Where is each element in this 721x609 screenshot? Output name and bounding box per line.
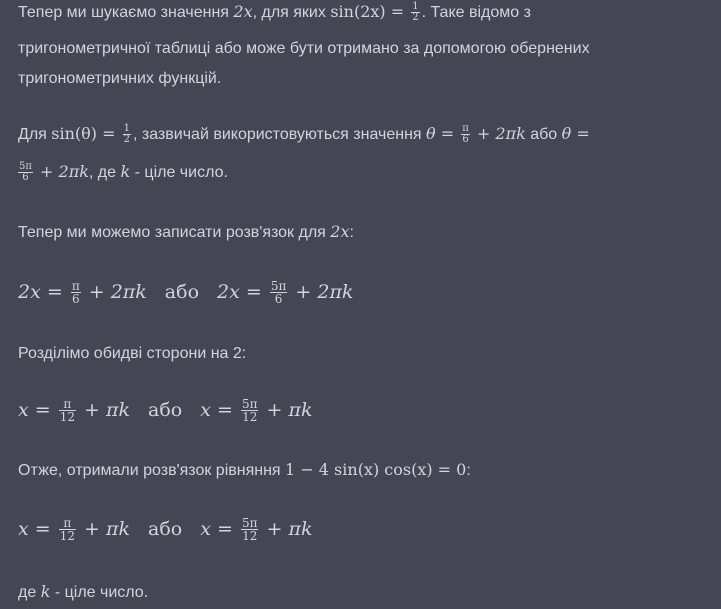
text: . Таке відомо з bbox=[421, 4, 531, 21]
fraction-numerator: 5π bbox=[241, 516, 258, 531]
text: - ціле число. bbox=[50, 584, 149, 601]
math-inline: 1 − 4 sin(x) cos(x) = 0 bbox=[285, 460, 467, 479]
math-inline: θ = bbox=[426, 124, 460, 143]
text: Тепер ми можемо записати розв'язок для bbox=[18, 224, 331, 241]
fraction bbox=[411, 2, 419, 23]
text: де bbox=[18, 584, 41, 601]
paragraph-line: тригонометричних функцій. bbox=[18, 70, 222, 87]
fraction-denominator: 6 bbox=[22, 172, 29, 184]
math-expression: + πk bbox=[260, 518, 313, 540]
display-equation bbox=[18, 517, 312, 542]
fraction bbox=[241, 398, 259, 423]
text: - ціле число. bbox=[130, 164, 228, 181]
math-expression: x = bbox=[200, 518, 239, 540]
fraction-denominator: 6 bbox=[462, 134, 469, 146]
paragraph-line bbox=[18, 0, 531, 25]
math-expression: x = bbox=[18, 399, 57, 421]
fraction-denominator: 12 bbox=[242, 529, 258, 544]
text: , зазвичай використовуються значення bbox=[132, 126, 427, 143]
fraction bbox=[123, 124, 131, 145]
math-inline: k bbox=[120, 162, 131, 181]
math-expression: + πk bbox=[260, 399, 313, 421]
paragraph-line bbox=[18, 458, 471, 483]
fraction bbox=[241, 517, 259, 542]
fraction bbox=[59, 398, 76, 423]
paragraph-line bbox=[18, 122, 590, 147]
math-expression: + πk bbox=[78, 518, 130, 540]
fraction bbox=[59, 517, 76, 542]
fraction-numerator: π bbox=[59, 398, 76, 411]
paragraph-line: Розділімо обидві сторони на 2: bbox=[18, 345, 247, 362]
fraction-denominator: 12 bbox=[242, 410, 258, 425]
math-inline: 2x bbox=[233, 2, 253, 21]
fraction-denominator: 2 bbox=[123, 134, 130, 146]
paragraph-line bbox=[18, 220, 354, 245]
display-equation bbox=[18, 280, 353, 305]
math-inline: sin(θ) = bbox=[51, 124, 121, 143]
math-expression: x = bbox=[200, 399, 239, 421]
math-expression: 2x = bbox=[18, 281, 69, 303]
fraction-denominator: 6 bbox=[71, 292, 80, 307]
math-expression: + 2πk bbox=[82, 281, 147, 303]
text: , для яких bbox=[252, 4, 331, 21]
fraction-numerator: 1 bbox=[123, 123, 130, 135]
fraction-denominator: 6 bbox=[274, 292, 283, 307]
math-inline: sin(2x) = bbox=[330, 2, 410, 21]
text: Отже, отримали розв'язок рівняння bbox=[18, 462, 286, 479]
display-equation bbox=[18, 398, 312, 423]
fraction bbox=[461, 124, 470, 145]
math-inline: 2x bbox=[330, 222, 350, 241]
fraction-numerator: π bbox=[71, 279, 80, 294]
fraction bbox=[270, 280, 288, 305]
math-expression: 2x = bbox=[217, 281, 268, 303]
fraction-numerator: 5π bbox=[270, 279, 287, 294]
text: Для bbox=[18, 126, 52, 143]
fraction-numerator: 5π bbox=[19, 161, 32, 173]
fraction-denominator: 12 bbox=[59, 410, 75, 425]
math-expression: x = bbox=[18, 518, 57, 540]
fraction bbox=[71, 280, 81, 305]
text: Тепер ми шукаємо значення bbox=[18, 4, 234, 21]
text: або bbox=[525, 126, 562, 143]
fraction-numerator: 5π bbox=[241, 397, 258, 412]
math-inline: + 2πk bbox=[471, 124, 526, 143]
math-inline: + 2πk bbox=[34, 162, 89, 181]
fraction-numerator: π bbox=[59, 517, 76, 530]
paragraph-line bbox=[18, 580, 148, 605]
text: : bbox=[349, 224, 354, 241]
fraction-denominator: 2 bbox=[412, 12, 419, 24]
math-inline: k bbox=[40, 582, 51, 601]
text: , де bbox=[88, 164, 121, 181]
math-expression: + πk bbox=[78, 399, 130, 421]
paragraph-line bbox=[18, 160, 228, 185]
math-inline: θ = bbox=[561, 124, 590, 143]
fraction-numerator: π bbox=[462, 123, 469, 135]
text: : bbox=[466, 462, 471, 479]
fraction-denominator: 12 bbox=[59, 529, 75, 544]
math-word: або bbox=[148, 399, 183, 421]
math-word: або bbox=[148, 518, 183, 540]
fraction-numerator: 1 bbox=[412, 1, 419, 13]
math-word: або bbox=[164, 281, 200, 303]
paragraph-line: тригонометричної таблиці або може бути отримано за допомогою обернених bbox=[18, 40, 590, 57]
math-expression: + 2πk bbox=[289, 281, 354, 303]
fraction bbox=[18, 162, 33, 183]
